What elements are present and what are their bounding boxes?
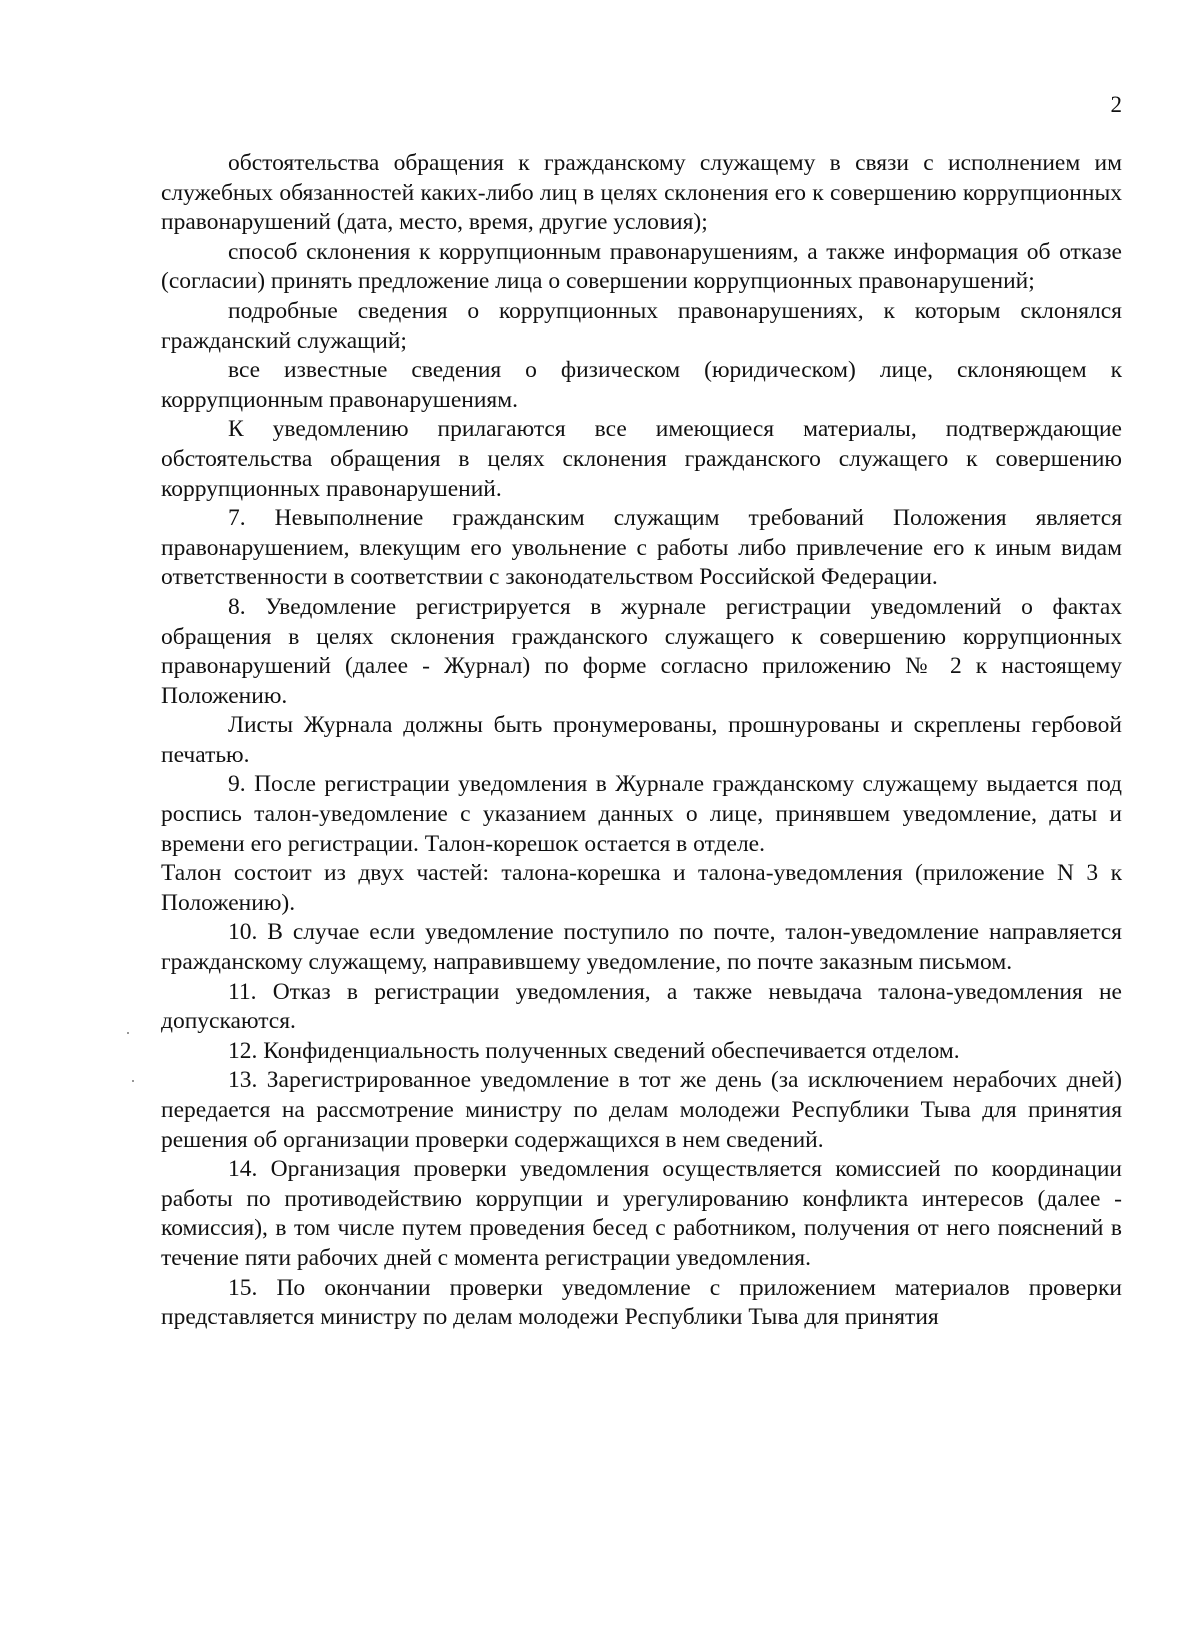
paragraph-journal-sheets: Листы Журнала должны быть пронумерованы, прошнурованы и скреплены гербовой печатью. (161, 712, 1122, 768)
paragraph-item-12: 12. Конфиденциальность полученных сведений обеспечивается отделом. (228, 1037, 960, 1064)
document-body (161, 149, 1122, 1333)
paragraph-circumstances: обстоятельства обращения к гражданскому служащему в связи с исполнением им служебных обязанностей каких-либо лиц в целях склонения его к совершению коррупционных правонарушений (дата, место, время, другие условия); (161, 150, 1122, 236)
paragraph-item-11: 11. Отказ в регистрации уведомления, а также невыдача талона-уведомления не допускаются. (161, 978, 1122, 1035)
paragraph-attachments: К уведомлению прилагаются все имеющиеся материалы, подтверждающие обстоятельства обращения в целях склонения гражданского служащего к совершению коррупционных правонарушений. (161, 416, 1122, 502)
scan-speck (132, 1080, 134, 1082)
paragraph-details: подробные сведения о коррупционных правонарушениях, к которым склонялся гражданский служащий; (161, 297, 1122, 354)
paragraph-item-7: 7. Невыполнение гражданским служащим требований Положения является правонарушением, влекущим его увольнение с работы либо привлечение его к иным видам ответственности в соответствии с законодательством Российской Федерации. (161, 505, 1122, 591)
paragraph-method: способ склонения к коррупционным правонарушениям, а также информация об отказе (согласии) принять предложение лица о совершении коррупционных правонарушений; (161, 238, 1122, 295)
paragraph-item-14: 14. Организация проверки уведомления осуществляется комиссией по координации работы по противодействию коррупции и урегулированию конфликта интересов (далее - комиссия), в том числе путем проведения бесед с работником, получения от него пояснений в течение пяти рабочих дней с момента регистрации уведомления. (161, 1156, 1122, 1271)
paragraph-item-15: 15. По окончании проверки уведомление с приложением материалов проверки представляется министру по делам молодежи Республики Тыва для принятия (161, 1274, 1122, 1331)
paragraph-item-10: 10. В случае если уведомление поступило по почте, талон-уведомление направляется гражданскому служащему, направившему уведомление, по почте заказным письмом. (161, 919, 1122, 976)
paragraph-person-info: все известные сведения о физическом (юридическом) лице, склоняющем к коррупционным правонарушениям. (161, 357, 1122, 413)
paragraph-item-8: 8. Уведомление регистрируется в журнале регистрации уведомлений о фактах обращения в целях склонения гражданского служащего к совершению коррупционных правонарушений (далее - Журнал) по форме согласно приложению № 2 к настоящему Положению. (161, 593, 1122, 709)
paragraph-item-9: 9. После регистрации уведомления в Журнале гражданскому служащему выдается под роспись талон-уведомление с указанием данных о лице, принявшем уведомление, даты и времени его регистрации. Талон-корешок остается в отделе. (161, 771, 1122, 857)
scan-speck (127, 1032, 129, 1034)
page-number: 2 (1110, 92, 1122, 117)
paragraph-item-13: 13. Зарегистрированное уведомление в тот же день (за исключением нерабочих дней) передается на рассмотрение министру по делам молодежи Республики Тыва для принятия решения об организации проверки содержащихся в нем сведений. (161, 1067, 1122, 1153)
paragraph-talon-parts: Талон состоит из двух частей: талона-корешка и талона-уведомления (приложение N 3 к Положению). (161, 860, 1122, 916)
